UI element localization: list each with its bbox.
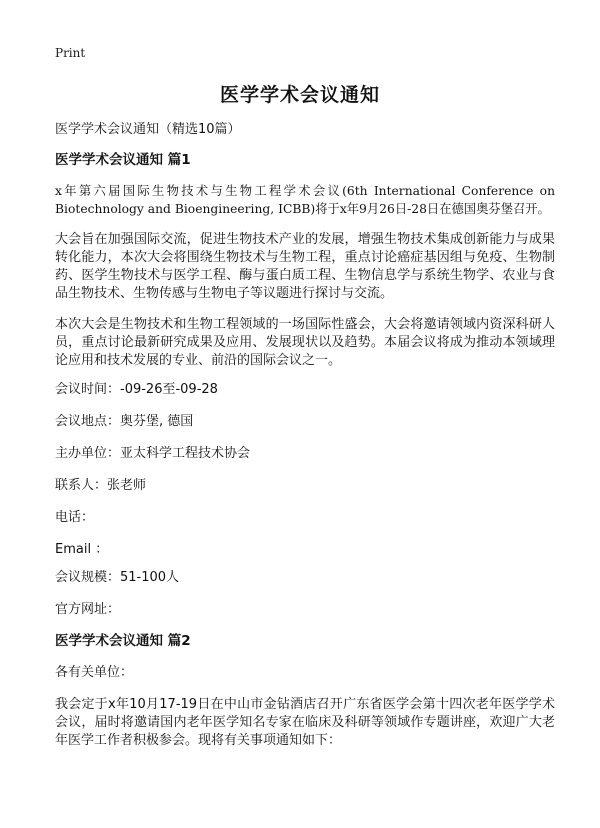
section-1-paragraph-1: 大会旨在加强国际交流，促进生物技术产业的发展，增强生物技术集成创新能力与成果转化能力，本次大会将围绕生物技术与生物工程，重点讨论癌症基因组与免疫、生物制药、医学生物技术与医学工程、酶与蛋白质工程、生物信息学与系统生物学、农业与食品生物技术、生物传感与生物电子等议题进行探讨与交流。 bbox=[55, 232, 555, 301]
meeting-organizer: 主办单位：亚太科学工程技术协会 bbox=[55, 446, 251, 461]
meeting-email: Email ： bbox=[55, 542, 109, 557]
section-1-intro: x年第六届国际生物技术与生物工程学术会议(6th International Conference on Biotechnology and Bioengineering, ICBB)将于x年9月26日-28日在德国奥芬堡召开。 bbox=[55, 184, 555, 216]
section-2-greeting: 各有关单位： bbox=[55, 665, 134, 680]
section-1-heading: 医学学术会议通知 篇1 bbox=[55, 152, 191, 168]
print-link[interactable]: Print bbox=[55, 46, 86, 60]
document-subtitle: 医学学术会议通知（精选10篇） bbox=[55, 122, 241, 137]
meeting-scale: 会议规模：51-100人 bbox=[55, 570, 180, 585]
section-2-paragraph-1: 我会定于x年10月17-19日在中山市金钻酒店召开广东省医学会第十四次老年医学学术会议，届时将邀请国内老年医学知名专家在临床及科研等领域作专题讲座，欢迎广大老年医学工作者积极参会。现将有关事项通知如下： bbox=[55, 697, 555, 748]
section-2-heading: 医学学术会议通知 篇2 bbox=[55, 633, 191, 649]
meeting-time: 会议时间：-09-26至-09-28 bbox=[55, 382, 218, 397]
meeting-website: 官方网址： bbox=[55, 602, 121, 617]
meeting-contact: 联系人：张老师 bbox=[55, 478, 147, 493]
meeting-phone: 电话： bbox=[55, 510, 95, 525]
document-title: 医学学术会议通知 bbox=[219, 84, 380, 106]
section-1-paragraph-2: 本次大会是生物技术和生物工程领域的一场国际性盛会，大会将邀请领域内资深科研人员，重点讨论最新研究成果及应用、发展现状以及趋势。本届会议将成为推动本领域理论应用和技术发展的专业、前沿的国际会议之一。 bbox=[55, 317, 555, 368]
meeting-location: 会议地点：奥芬堡, 德国 bbox=[55, 414, 194, 429]
